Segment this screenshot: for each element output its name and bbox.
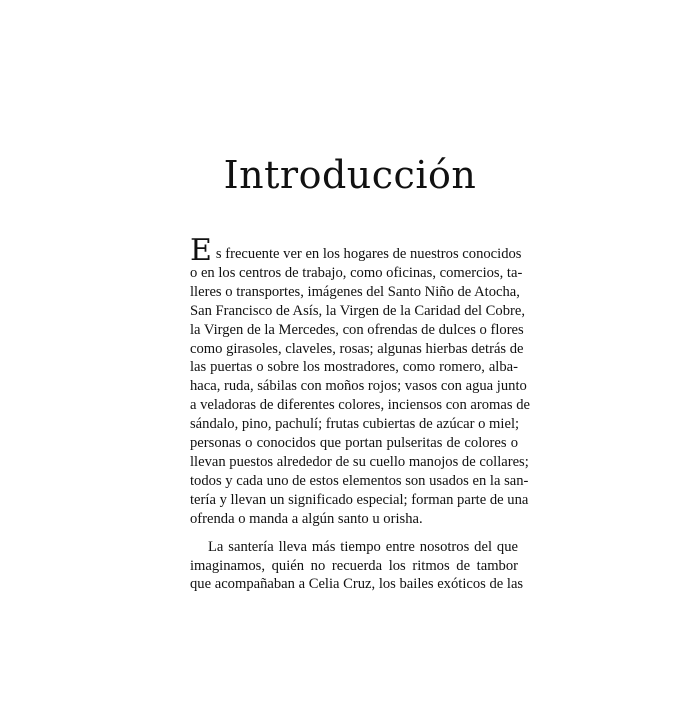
text-line: ofrenda o manda a algún santo u orisha. (190, 510, 423, 527)
text-line: haca, ruda, sábilas con moños rojos; vasos con agua junto (190, 378, 527, 395)
text-line: la Virgen de la Mercedes, con ofrendas de dulces o flores (190, 321, 524, 338)
text-line: imaginamos, quién no recuerda los ritmos de tambor (190, 557, 518, 574)
drop-cap: E (190, 233, 212, 268)
text-line: las puertas o sobre los mostradores, como romero, alba- (190, 359, 518, 376)
text-line: que acompañaban a Celia Cruz, los bailes exóticos de las (190, 576, 524, 593)
text-line: a veladoras de diferentes colores, inciensos con aromas de (190, 397, 530, 414)
text-line: La santería lleva más tiempo entre nosotros del que (208, 538, 518, 555)
body-text (190, 233, 530, 594)
paragraph-2 (190, 538, 524, 595)
text-line: llevan puestos alrededor de su cuello manojos de collares; (190, 453, 529, 470)
text-line: lleres o transportes, imágenes del Santo Niño de Atocha, (190, 283, 520, 300)
text-line: personas o conocidos que portan pulseritas de colores o (190, 435, 518, 452)
paragraph-1 (190, 233, 530, 529)
text-line: San Francisco de Asís, la Virgen de la Caridad del Cobre, (190, 302, 525, 319)
text-line: sándalo, pino, pachulí; frutas cubiertas de azúcar o miel; (190, 416, 520, 433)
text-line: como girasoles, claveles, rosas; algunas hierbas detrás de (190, 340, 524, 357)
text-line: Es frecuente ver en los hogares de nuestros conocidos (190, 233, 522, 268)
text-line: todos y cada uno de estos elementos son usados en la san- (190, 472, 529, 489)
text-line: o en los centros de trabajo, como oficinas, comercios, ta- (190, 264, 523, 281)
chapter-title: Introducción (223, 153, 477, 197)
text-line: tería y llevan un significado especial; forman parte de una (190, 491, 529, 508)
